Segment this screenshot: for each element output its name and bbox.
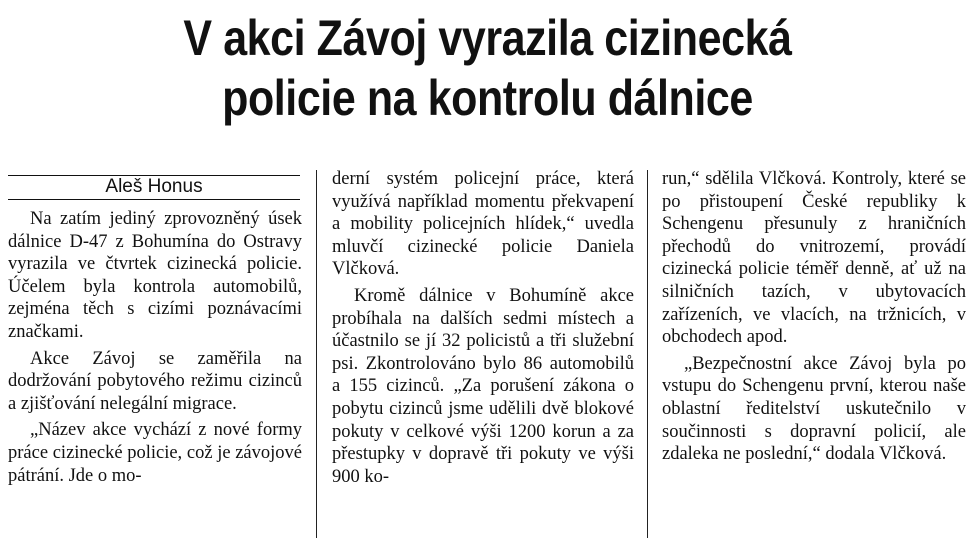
author-byline: Aleš Honus <box>105 176 203 197</box>
paragraph-intro: Na zatím jediný zprovozněný úsek dálnice D-47 z Bohumína do Ostravy vyrazila ve čtvrtek cizinecká policie. Účelem byla kontrola automobilů, zejména těch s cizími poznávacími značkami. <box>8 209 302 342</box>
headline-line-2: policie na kontrolu dálnice <box>222 70 753 126</box>
paragraph-controls: run,“ sdělila Vlčková. Kontroly, které se po přistoupení České republiky k Schengenu přesunuly z hraničních přechodů do vnitrozemí, provádí cizinecká policie téměř denně, ať už na silničních tazích, v ubytovacích zařízeních, ve vlacích, na tržnicích, v obchodech apod. <box>662 169 966 348</box>
article-column-3 <box>662 168 966 470</box>
paragraph-quote-continued: derní systém policejní práce, která využívá například momentu překvapení a mobility policejních hlídek,“ uvedla mluvčí cizinecké policie Daniela Vlčková. <box>332 169 634 280</box>
headline-line-1: V akci Závoj vyrazila cizinecká <box>183 10 792 66</box>
article-column-1 <box>8 208 302 491</box>
paragraph-quote-start: „Název akce vychází z nové formy práce cizinecké policie, což je závojové pátrání. Jde o mo- <box>8 420 302 486</box>
column-divider-2 <box>647 170 648 538</box>
paragraph-action-focus: Akce Závoj se zaměřila na dodržování pobytového režimu cizinců a zjišťování nelegální migrace. <box>8 348 302 414</box>
column-divider-1 <box>316 170 317 538</box>
byline-rule-bottom <box>8 199 300 200</box>
paragraph-statistics: Kromě dálnice v Bohumíně akce probíhala na dalších sedmi místech a účastnilo se jí 32 policistů a tři služební psi. Zkontrolováno bylo 86 automobilů a 155 cizinců. „Za porušení zákona o pobytu cizinců jsme udělili dvě blokové pokuty v celkové výši 1200 korun a za přestupky v dopravě tři pokuty ve výši 900 ko- <box>332 285 634 487</box>
article-column-2 <box>332 168 634 492</box>
paragraph-closing-quote: „Bezpečnostní akce Závoj byla po vstupu do Schengenu první, kterou naše oblastní ředitelství uskutečnilo v součinnosti s dopravní policií, ale zdaleka ne poslední,“ dodala Vlčková. <box>662 353 966 465</box>
headline <box>68 8 907 128</box>
